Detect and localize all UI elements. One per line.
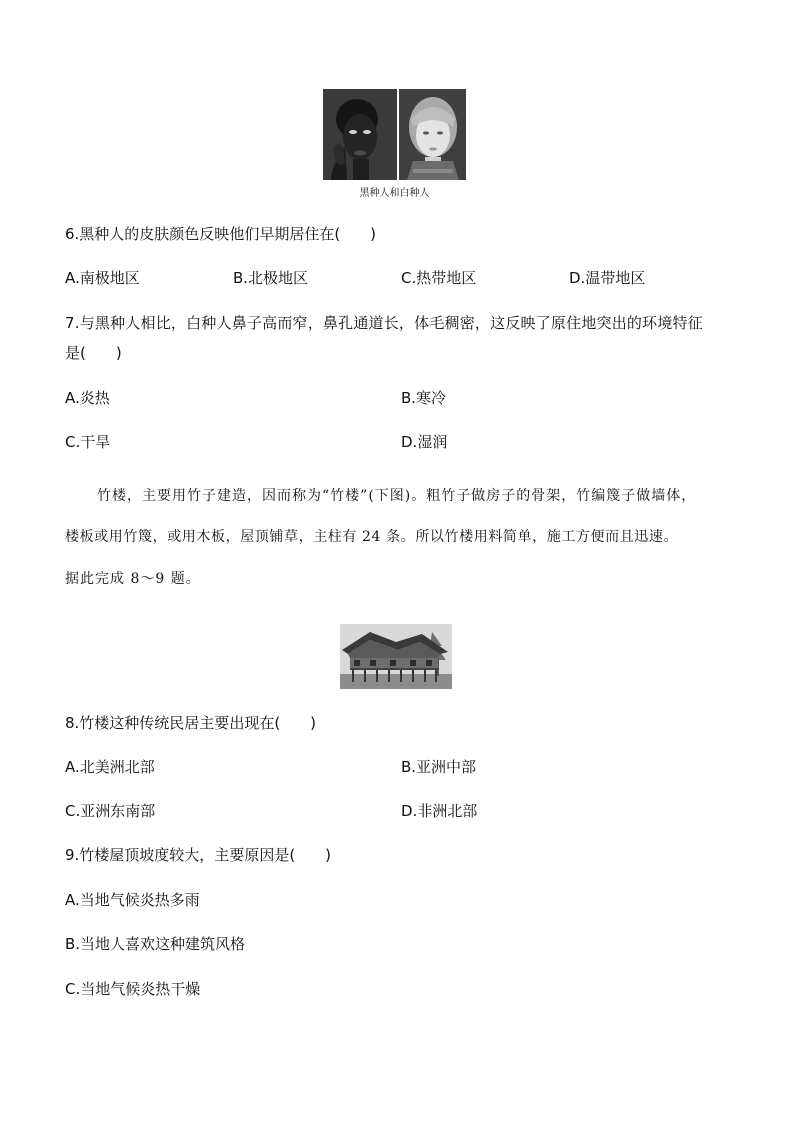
q9-option-c: C.当地气候炎热干燥 [65,980,201,998]
q9-option-b: B.当地人喜欢这种建筑风格 [65,935,246,953]
black-woman-photo [323,89,397,180]
passage-line-3: 据此完成 8～9 题。 [65,571,201,587]
q7-option-a: A.炎热 [65,389,110,407]
passage-line-2: 楼板或用竹篾，或用木板，屋顶铺草，主柱有 24 条。所以竹楼用料简单，施工方便而且迅速。 [65,529,679,545]
question-8-stem: 8.竹楼这种传统民居主要出现在( ) [65,714,317,732]
q9-option-a: A.当地气候炎热多雨 [65,891,200,909]
q6-option-a: A.南极地区 [65,269,140,287]
question-6-stem: 6.黑种人的皮肤颜色反映他们早期居住在( ) [65,225,377,243]
q8-option-a: A.北美洲北部 [65,758,155,776]
question-7-stem-line1: 7.与黑种人相比，白种人鼻子高而窄，鼻孔通道长，体毛稠密，这反映了原住地突出的环境特征 [65,314,703,332]
people-figure [323,89,466,199]
q8-option-c: C.亚洲东南部 [65,802,156,820]
question-9-stem: 9.竹楼屋顶坡度较大，主要原因是( ) [65,846,332,864]
q6-option-c: C.热带地区 [401,269,477,287]
q7-option-b: B.寒冷 [401,389,447,407]
q8-option-d: D.非洲北部 [401,802,478,820]
passage-line-1: 竹楼，主要用竹子建造，因而称为“竹楼”(下图)。粗竹子做房子的骨架，竹编篾子做墙体， [97,488,697,504]
q8-option-b: B.亚洲中部 [401,758,477,776]
figure-caption: 黑种人和白种人 [359,188,430,199]
question-7-stem-line2: 是( ) [65,344,122,362]
q7-option-c: C.干旱 [65,433,111,451]
white-girl-photo [399,89,466,180]
q6-option-d: D.温带地区 [569,269,646,287]
bamboo-house-photo [340,624,452,689]
q6-option-b: B.北极地区 [233,269,309,287]
q7-option-d: D.湿润 [401,433,448,451]
